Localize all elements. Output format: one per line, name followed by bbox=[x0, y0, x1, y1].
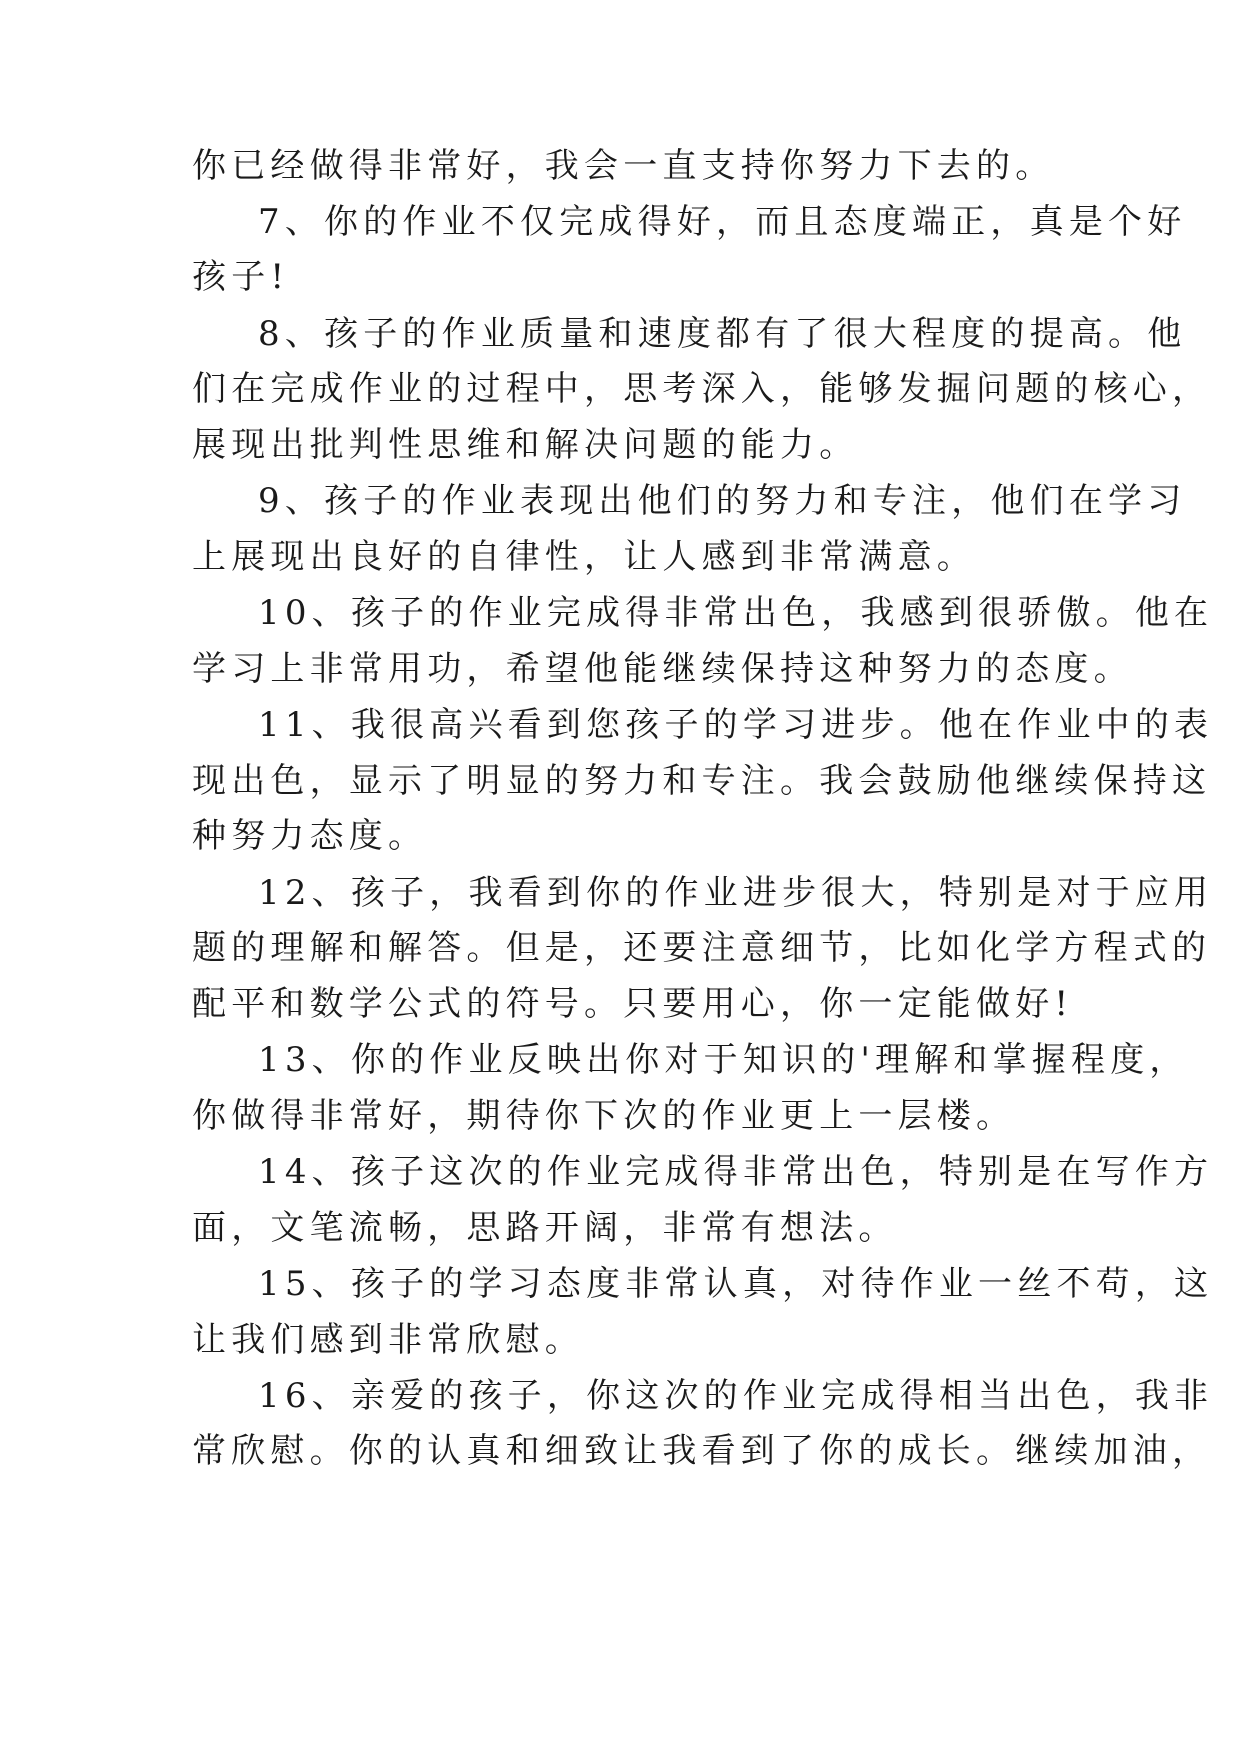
comment-14-line: 14、孩子这次的作业完成得非常出色，特别是在写作方 bbox=[258, 1152, 1214, 1192]
comment-11-line: 11、我很高兴看到您孩子的学习进步。他在作业中的表 bbox=[258, 705, 1214, 745]
text-line: 们在完成作业的过程中，思考深入，能够发掘问题的核心， bbox=[192, 369, 1212, 409]
comment-12-line: 12、孩子，我看到你的作业进步很大，特别是对于应用 bbox=[258, 873, 1214, 913]
comment-9-line: 9、孩子的作业表现出他们的努力和专注，他们在学习 bbox=[258, 481, 1187, 521]
text-line: 孩子! bbox=[192, 257, 290, 297]
text-line: 上展现出良好的自律性，让人感到非常满意。 bbox=[192, 537, 976, 577]
text-line: 面，文笔流畅，思路开阔，非常有想法。 bbox=[192, 1208, 898, 1248]
comment-15-line: 15、孩子的学习态度非常认真，对待作业一丝不苟，这 bbox=[258, 1264, 1214, 1304]
text-line: 配平和数学公式的符号。只要用心，你一定能做好! bbox=[192, 984, 1074, 1024]
comment-13-line: 13、你的作业反映出你对于知识的'理解和掌握程度， bbox=[258, 1040, 1189, 1080]
comment-8-line: 8、孩子的作业质量和速度都有了很大程度的提高。他 bbox=[258, 314, 1187, 354]
text-line: 让我们感到非常欣慰。 bbox=[192, 1320, 584, 1360]
text-line: 你做得非常好，期待你下次的作业更上一层楼。 bbox=[192, 1096, 1016, 1136]
text-line: 种努力态度。 bbox=[192, 816, 428, 856]
text-line: 学习上非常用功，希望他能继续保持这种努力的态度。 bbox=[192, 649, 1133, 689]
comment-16-line: 16、亲爱的孩子，你这次的作业完成得相当出色，我非 bbox=[258, 1376, 1214, 1416]
text-line: 现出色，显示了明显的努力和专注。我会鼓励他继续保持这 bbox=[192, 761, 1212, 801]
text-line: 你已经做得非常好，我会一直支持你努力下去的。 bbox=[192, 146, 1055, 186]
text-line: 常欣慰。你的认真和细致让我看到了你的成长。继续加油， bbox=[192, 1431, 1212, 1471]
text-line: 题的理解和解答。但是，还要注意细节，比如化学方程式的 bbox=[192, 928, 1212, 968]
comment-7-line: 7、你的作业不仅完成得好，而且态度端正，真是个好 bbox=[258, 202, 1187, 242]
comment-10-line: 10、孩子的作业完成得非常出色，我感到很骄傲。他在 bbox=[258, 593, 1214, 633]
text-line: 展现出批判性思维和解决问题的能力。 bbox=[192, 425, 859, 465]
